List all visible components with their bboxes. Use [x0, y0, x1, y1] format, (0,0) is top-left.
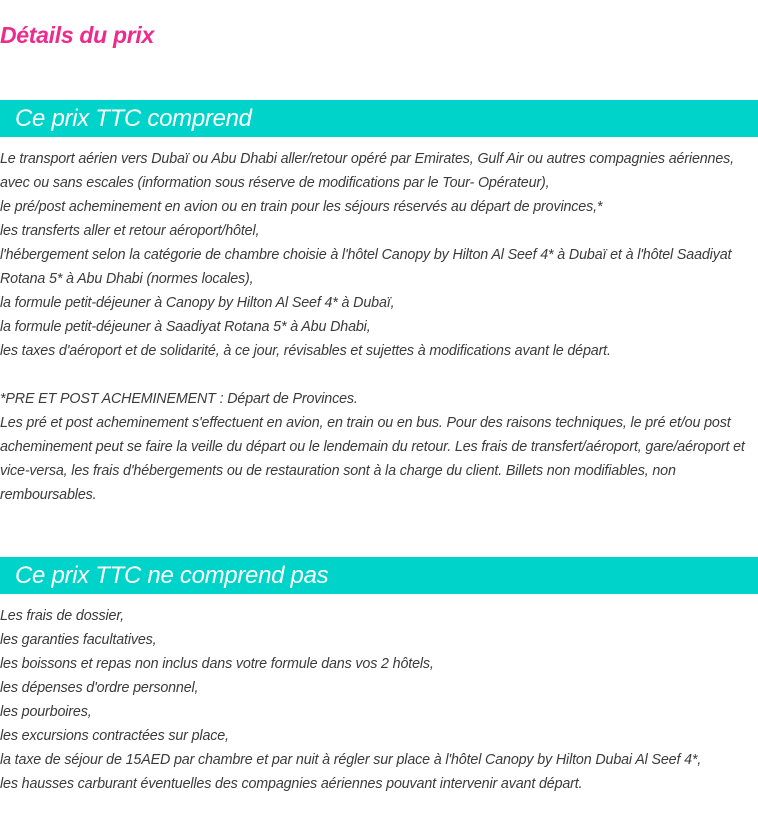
- list-item: les hausses carburant éventuelles des compagnies aériennes pouvant intervenir avant départ.: [0, 776, 583, 792]
- list-item: les boissons et repas non inclus dans votre formule dans vos 2 hôtels,: [0, 656, 434, 672]
- section-header-includes: Ce prix TTC comprend: [0, 100, 758, 137]
- note-text: Les pré et post acheminement s'effectuent en avion, en train ou en bus. Pour des raisons techniques, le pré et/ou post acheminement peut se faire la veille du départ ou le lendemain du retour. Les frais de transfert/aéroport, gare/aéroport et vice-versa, les frais d'hébergements ou de restauration sont à la charge du client. Billets non modifiables, non remboursables.: [0, 415, 745, 503]
- list-item: la formule petit-déjeuner à Saadiyat Rotana 5* à Abu Dhabi,: [0, 319, 371, 335]
- list-item: les pourboires,: [0, 704, 92, 720]
- section-header-excludes: Ce prix TTC ne comprend pas: [0, 557, 758, 594]
- excludes-list: [0, 604, 758, 796]
- list-item: Le transport aérien vers Dubaï ou Abu Dhabi aller/retour opéré par Emirates, Gulf Air ou autres compagnies aériennes, avec ou sans escales (information sous réserve de modifications par le Tour- Opérateur),: [0, 151, 734, 191]
- list-item: Les frais de dossier,: [0, 608, 125, 624]
- list-item: l'hébergement selon la catégorie de chambre choisie à l'hôtel Canopy by Hilton Al Seef 4* à Dubaï et à l'hôtel Saadiyat Rotana 5* à Abu Dhabi (normes locales),: [0, 247, 732, 287]
- list-item: les taxes d'aéroport et de solidarité, à ce jour, révisables et sujettes à modifications avant le départ.: [0, 343, 611, 359]
- list-item: le pré/post acheminement en avion ou en train pour les séjours réservés au départ de provinces,*: [0, 199, 603, 215]
- list-item: les garanties facultatives,: [0, 632, 157, 648]
- pre-post-note: [0, 387, 758, 507]
- list-item: les transferts aller et retour aéroport/hôtel,: [0, 223, 260, 239]
- list-item: les dépenses d'ordre personnel,: [0, 680, 199, 696]
- list-item: la taxe de séjour de 15AED par chambre et par nuit à régler sur place à l'hôtel Canopy by Hilton Dubai Al Seef 4*,: [0, 752, 702, 768]
- page-title: Détails du prix: [0, 22, 154, 48]
- list-item: les excursions contractées sur place,: [0, 728, 229, 744]
- includes-list: [0, 147, 758, 363]
- note-title: *PRE ET POST ACHEMINEMENT : Départ de Provinces.: [0, 391, 358, 407]
- list-item: la formule petit-déjeuner à Canopy by Hilton Al Seef 4* à Dubaï,: [0, 295, 395, 311]
